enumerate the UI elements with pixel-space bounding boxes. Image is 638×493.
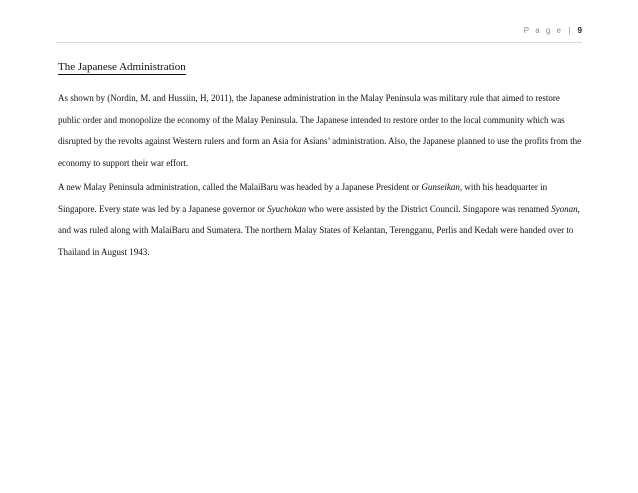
- paragraph-2: [58, 177, 582, 263]
- paragraph-1: As shown by (Nordin, M. and Hussiin, H, 2011), the Japanese administration in the Malay Peninsula was military rule that aimed to restore public order and monopolize the economy of the Malay Peninsula. The Japanese intended to restore order to the local community which was disrupted by the revolts against Western rulers and form an Asia for Asians’ administration. Also, the Japanese planned to use the profits from the economy to support their war effort.: [58, 93, 582, 168]
- term-gunseikan: Gunseikan: [421, 182, 460, 192]
- page-label: P a g e: [523, 26, 563, 35]
- paragraph-2-part-2: , with his headquarter in Singapore. Every state was led by a Japanese governor or: [58, 182, 548, 214]
- term-syonan: Syonan: [551, 203, 578, 214]
- paragraph-2-part-3: who were assisted by the District Council. Singapore was renamed: [306, 203, 552, 214]
- term-syuchokan: Syuchokan: [267, 203, 307, 214]
- header-divider: [56, 42, 582, 43]
- header-separator: |: [568, 26, 571, 35]
- paragraph-2-part-4: , and was ruled along with MalaiBaru and Sumatera. The northern Malay States of Kelantan, Terengganu, Perlis and Kedah were handed over to Thailand in August 1943.: [58, 203, 580, 257]
- page-header: [524, 26, 582, 35]
- section-heading: The Japanese Administration: [58, 61, 186, 73]
- page-number: 9: [577, 26, 582, 35]
- document-body: [58, 57, 582, 266]
- paragraph-2-part-1: A new Malay Peninsula administration, called the MalaiBaru was headed by a Japanese President or: [58, 182, 422, 192]
